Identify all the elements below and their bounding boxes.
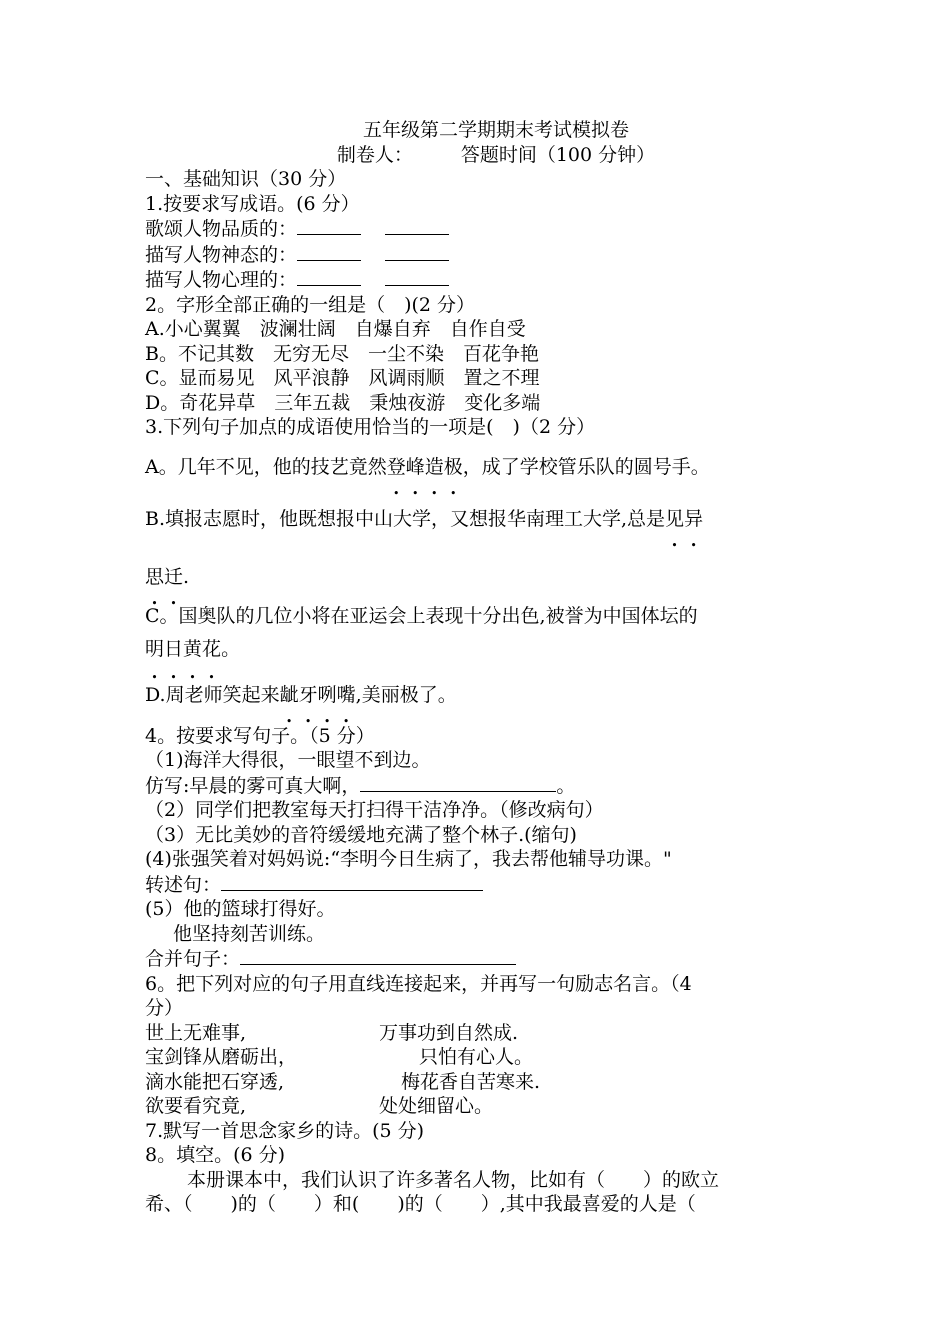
dotted-char: 思 — [145, 565, 165, 588]
duration-label: 答题时间（100 分钟） — [460, 143, 656, 166]
answer-blank[interactable] — [297, 216, 361, 235]
answer-blank[interactable] — [297, 242, 361, 261]
dotted-char: 龇 — [279, 683, 299, 706]
q3-prompt: 3.下列句子加点的成语使用恰当的一项是( )（2 分） — [145, 416, 596, 438]
q2-prompt: 2。字形全部正确的一组是（ )(2 分） — [145, 293, 476, 316]
dotted-char: 极 — [443, 455, 463, 478]
q4-s3: （3）无比美妙的音符缓缓地充满了整个林子.(缩句) — [145, 823, 577, 846]
q1-prompt: 1.按要求写成语。(6 分） — [145, 192, 360, 215]
dotted-char: 造 — [424, 455, 444, 478]
q1-item: 描写人物心理的： — [145, 267, 807, 293]
exam-page — [145, 118, 807, 1217]
q1-item: 歌颂人物品质的： — [145, 216, 807, 242]
q3-option-c: C。国奥队的几位小将在亚运会上表现十分出色,被誉为中国体坛的 — [145, 604, 698, 627]
q8-text-line2: 希、（ )的（ ）和( )的（ ）,其中我最喜爱的人是（ — [145, 1193, 696, 1215]
dotted-char: 咧 — [317, 683, 337, 706]
q4-s1: （1)海洋大得很，一眼望不到边。 — [145, 749, 431, 771]
q1-item: 描写人物神态的： — [145, 242, 807, 268]
q6-prompt: 6。把下列对应的句子用直线连接起来，并再写一句励志名言。（4 — [145, 972, 692, 995]
q6-pair: 滴水能把石穿透, 梅花香自苦寒来. — [145, 1070, 541, 1093]
q8-prompt: 8。填空。(6 分) — [145, 1144, 286, 1166]
q4-prompt: 4。按要求写句子。（5 分） — [145, 724, 375, 747]
q6-pair: 世上无难事, 万事功到自然成. — [145, 1021, 519, 1044]
answer-blank[interactable] — [240, 946, 516, 965]
q4-s5a: (5）他的篮球打得好。 — [145, 898, 336, 920]
dotted-char: 牙 — [298, 683, 318, 706]
q3-option-b: B.填报志愿时，他既想报中山大学，又想报华南理工大学,总是见异 — [145, 504, 807, 534]
dotted-char: 明 — [145, 637, 165, 660]
q8-text-line1: 本册课本中，我们认识了许多著名人物，比如有（ ）的欧立 — [187, 1168, 720, 1191]
answer-blank[interactable] — [385, 267, 449, 286]
q4-s5-answer: 合并句子： — [145, 946, 807, 972]
answer-blank[interactable] — [297, 267, 361, 286]
answer-blank[interactable] — [385, 242, 449, 261]
dotted-char: 见 — [665, 507, 685, 530]
maker-label: 制卷人： — [336, 143, 413, 166]
dotted-char: 黄 — [183, 637, 203, 660]
dotted-char: 嘴 — [336, 683, 356, 706]
answer-blank[interactable] — [221, 872, 483, 891]
q3-option-b-cont: 思迁. — [145, 562, 807, 592]
exam-subtitle — [145, 143, 807, 168]
q4-s4: (4)张强笑着对妈妈说:“李明今日生病了，我去帮他辅导功课。" — [145, 848, 672, 870]
q2-option: D。奇花异草 三年五裁 秉烛夜游 变化多端 — [145, 391, 541, 414]
q3-option-a: A。几年不见，他的技艺竟然登峰造极，成了学校管乐队的圆号手。 — [145, 452, 807, 482]
q2-option: C。显而易见 风平浪静 风调雨顺 置之不理 — [145, 367, 540, 389]
q4-s1-imitate: 仿写:早晨的雾可真大啊， 。 — [145, 774, 576, 797]
q6-prompt-cont: 分） — [145, 997, 184, 1019]
q6-pair: 宝剑锋从磨砺出， 只怕有心人。 — [145, 1046, 534, 1068]
answer-blank[interactable] — [385, 216, 449, 235]
dotted-char: 迁 — [164, 565, 184, 588]
dotted-char: 日 — [164, 637, 184, 660]
q7-prompt: 7.默写一首思念家乡的诗。(5 分) — [145, 1119, 425, 1142]
dotted-char: 峰 — [405, 455, 425, 478]
q4-s5b: 他坚持刻苦训练。 — [173, 922, 326, 945]
dotted-char: 登 — [386, 455, 406, 478]
answer-blank[interactable] — [360, 773, 556, 792]
q2-option: A.小心翼翼 波澜壮阔 自爆自弃 自作自受 — [145, 318, 526, 340]
section-heading: 一、基础知识（30 分） — [145, 168, 347, 190]
q4-s4-answer: 转述句： — [145, 872, 807, 898]
q3-option-d: D.周老师笑起来龇牙咧嘴,美丽极了。 — [145, 680, 807, 710]
dotted-char: 异 — [684, 507, 704, 530]
exam-title: 五年级第二学期期末考试模拟卷 — [362, 119, 629, 141]
q6-pair: 欲要看究竟, 处处细留心。 — [145, 1095, 494, 1117]
dotted-char: 花 — [202, 637, 222, 660]
q4-s2: （2）同学们把教室每天打扫得干洁净净。（修改病句） — [145, 799, 604, 821]
q3-option-c-cont: 明日黄花。 — [145, 632, 807, 666]
q2-option: B。不记其数 无穷无尽 一尘不染 百花争艳 — [145, 342, 539, 365]
